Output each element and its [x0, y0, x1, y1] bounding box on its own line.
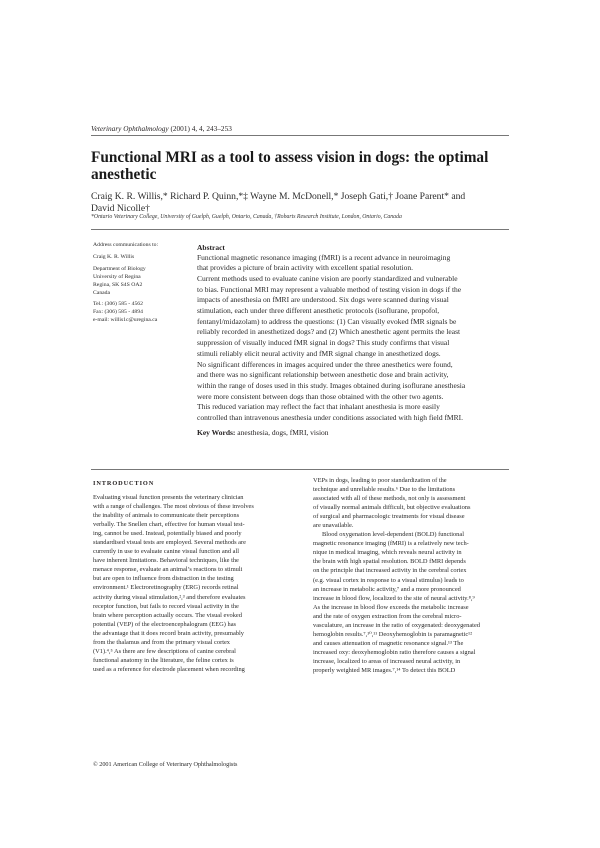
address-line: Regina, SK S4S OA2 — [93, 281, 143, 288]
abstract-section — [197, 243, 513, 437]
abstract-line: stimulation, each under three different anesthetic protocols (isoflurane, propofol, — [197, 306, 440, 316]
body-line: increase in blood flow, localized to the site of neural activity.⁸,⁹ — [313, 594, 475, 602]
header-rule — [91, 135, 509, 136]
telephone-number: Tel.: (306) 585 - 4562 — [93, 301, 143, 308]
abstract-line: that provides a picture of brain activity with excellent spatial resolution. — [197, 263, 413, 273]
abstract-body — [197, 253, 513, 424]
keywords-list: anesthesia, dogs, fMRI, vision — [237, 427, 329, 437]
body-line: (V1).⁴,⁵ As there are few descriptions of canine cerebral — [93, 647, 236, 655]
body-line: and causes attenuation of magnetic resonance signal.¹³ The — [313, 639, 464, 647]
body-line: have inherent limitations. Behavioral techniques, like the — [93, 557, 239, 565]
body-line: the inability of animals to communicate their perceptions — [93, 512, 240, 520]
body-line: potential (VEP) of the electroencephalogram (EEG) has — [93, 620, 237, 628]
abstract-line: fentanyl/midazolam) to address the questions: (1) Can visually evoked fMR signals be — [197, 316, 457, 326]
abstract-line: Functional magnetic resonance imaging (fMRI) is a recent advance in neuroimaging — [197, 252, 451, 262]
body-line: vasculature, an increase in the ratio of oxygenated: deoxygenated — [313, 621, 480, 629]
introduction-heading: INTRODUCTION — [93, 480, 155, 487]
body-line: VEPs in dogs, leading to poor standardization of the — [313, 477, 447, 484]
body-line: but are open to influence from distraction in the testing — [93, 575, 234, 583]
body-line: of visually normal animals difficult, but objective evaluations — [313, 504, 471, 512]
correspondence-address — [93, 242, 185, 329]
author-affiliations: *Ontario Veterinary College, University of Guelph, Guelph, Ontario, Canada, †Robarts Research Institute, London, Ontario, Canada — [91, 214, 402, 220]
abstract-rule — [91, 469, 509, 470]
abstract-line: to bias. Functional MRI may represent a valuable method of testing vision in dogs if the — [197, 284, 462, 294]
body-line: magnetic resonance imaging (fMRI) is a relatively new tech- — [313, 540, 469, 548]
body-line: environment.¹ Electroretinography (ERG) records retinal — [93, 584, 239, 592]
author-list — [91, 191, 506, 215]
body-line: Evaluating visual function presents the veterinary clinician — [93, 494, 244, 501]
postal-address — [93, 266, 185, 298]
keywords-label: Key Words: — [197, 427, 236, 437]
keywords — [197, 428, 513, 437]
address-line: Department of Biology — [93, 265, 146, 272]
body-line: standardised visual tests are employed. Several methods are — [93, 539, 246, 547]
journal-citation — [91, 124, 232, 133]
body-line: Blood oxygenation level-dependent (BOLD) functional — [322, 531, 464, 539]
email-address: e-mail: willis1c@uregina.ca — [93, 317, 158, 324]
body-line: hemoglobin results.⁷,¹⁰,¹¹ Deoxyhemoglobin is paramagnetic¹² — [313, 630, 473, 638]
abstract-line: No significant differences in images acquired under the three anesthetics were found, — [197, 359, 453, 369]
body-column-left — [93, 493, 304, 674]
body-line: on the principle that increased activity in the cerebral cortex — [313, 567, 467, 575]
body-line: (e.g. visual cortex in response to a visual stimulus) leads to — [313, 576, 464, 584]
abstract-line: were more consistent between dogs than those obtained with the other two agents. — [197, 391, 444, 401]
body-line: activity during visual stimulation,²,³ and therefore evaluates — [93, 593, 246, 601]
body-line: As the increase in blood flow exceeds the metabolic increase — [313, 603, 469, 611]
body-line: functional anatomy in the literature, the feline cortex is — [93, 656, 234, 664]
citation-details: (2001) 4, 4, 243–253 — [170, 124, 232, 133]
body-line: increase, localized to areas of increased neural activity, in — [313, 657, 461, 665]
body-line: associated with all of these methods, not only is assessment — [313, 495, 466, 503]
body-line: are unavailable. — [313, 522, 354, 530]
body-line: from the thalamus and from the primary visual cortex — [93, 638, 231, 646]
copyright-notice: © 2001 American College of Veterinary Ophthalmologists — [93, 761, 238, 768]
abstract-heading: Abstract — [197, 243, 225, 252]
body-line: nique in medical imaging, which reveals neural activity in — [313, 549, 462, 557]
body-line: and the rate of oxygen extraction from the cerebral micro- — [313, 612, 462, 620]
body-line: technique and unreliable results.⁶ Due to the limitations — [313, 486, 456, 494]
address-line: University of Regina — [93, 273, 141, 280]
body-line: of surgical and pharmacologic treatments for visual disease — [313, 513, 465, 521]
body-line: receptor function, but fails to record visual activity in the — [93, 602, 239, 610]
body-line: menace response, evaluate an animal’s reactions to stimuli — [93, 566, 243, 574]
body-line: brain where perception actually occurs. The visual evoked — [93, 611, 242, 619]
journal-name: Veterinary Ophthalmology — [91, 124, 169, 133]
abstract-line: stimuli reliably elicit neural activity and fMR signal change in anesthetized dogs. — [197, 348, 441, 358]
authors-line-1: Craig K. R. Willis,* Richard P. Quinn,*‡ Wayne M. McDonell,* Joseph Gati,† Joane Parent* and — [91, 191, 466, 202]
abstract-line: and there was no significant relationship between anesthetic dose and brain activity, — [197, 370, 449, 380]
body-line: the advantage that it does record brain activity, presumably — [93, 629, 244, 637]
body-column-right — [313, 476, 518, 675]
abstract-line: Current methods used to evaluate canine vision are poorly standardized and vulnerable — [197, 273, 458, 283]
fax-number: Fax: (306) 585 - 4894 — [93, 309, 143, 316]
body-line: an increase in metabolic activity,⁷ and a more pronounced — [313, 585, 461, 593]
body-line: increased oxy: deoxyhemoglobin ratio therefore causes a signal — [313, 648, 476, 656]
body-line: with a range of challenges. The most obvious of these involves — [93, 503, 254, 511]
body-line: ing, cannot be used. Instead, potentially biased and poorly — [93, 530, 242, 538]
body-line: used as a reference for electrode placement when recording — [93, 665, 245, 673]
body-line: currently in use to evaluate canine visual function and all — [93, 548, 240, 556]
authors-line-2: David Nicolle† — [91, 202, 150, 214]
body-line: the brain with high spatial resolution. BOLD fMRI depends — [313, 558, 466, 566]
affiliation-rule — [91, 229, 509, 230]
correspondent-name: Craig K. R. Willis — [93, 253, 135, 260]
address-label: Address communications to: — [93, 242, 159, 248]
abstract-line: controlled than intravenous anesthesia under conditions associated with high field fMRI. — [197, 413, 463, 423]
abstract-line: suppression of visually induced fMR signal in dogs? This study confirms that visual — [197, 338, 450, 348]
body-line: verbally. The Snellen chart, effective for human visual test- — [93, 521, 245, 529]
abstract-line: impacts of anesthesia on fMRI are understood. Six dogs were scanned during visual — [197, 295, 449, 305]
abstract-line: reliably recorded in anesthetized dogs? and (2) Which anesthetic agent permits the least — [197, 327, 461, 337]
address-line: Canada — [93, 289, 111, 296]
body-line: properly weighted MR images.⁷,¹⁴ To detect this BOLD — [313, 666, 456, 674]
abstract-line: within the range of doses used in this study. Images obtained during isoflurane anesthesia — [197, 380, 466, 390]
abstract-line: This reduced variation may reflect the fact that inhalant anesthesia is more easily — [197, 402, 440, 412]
article-title: Functional MRI as a tool to assess vision in dogs: the optimal anesthetic — [91, 149, 489, 183]
